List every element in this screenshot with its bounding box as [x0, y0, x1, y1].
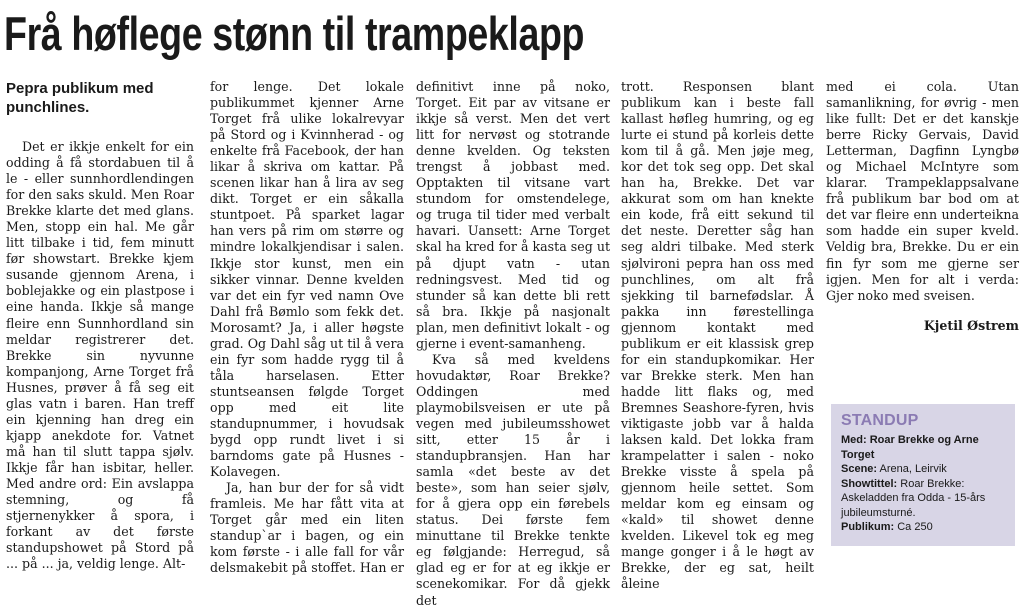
body-paragraph: for lenge. Det lokale publikummet kjenner Arne Torget frå ulike lokalrevyar på Stord og i Kvinnherad - og enkelte frå Facebook, der han likar å skriva om kattar. På scenen likar han å lira av seg dikt. Torget er ein såkalla stuntpoet. På sparket lagar han vers på rim om større og mindre lokalkjendisar i salen. Ikkje stor kunst, men ein sikker vinnar. Denne kvelden var det ein fyr ved namn Ove Dahl frå Bømlo som fekk det. Morosamt? Ja, i aller høgste grad. Og Dahl såg ut til å vera ein fyr som hadde rygg til å tåla harselasen. Etter stuntseansen følgde Torget opp med eit lite standupnummer, i hovudsak bygd opp rundt livet i si barndoms gate på Husnes - Kolavegen. [210, 79, 404, 480]
fact-box-value: Arena, Leirvik [877, 463, 947, 475]
byline: Kjetil Østrem [923, 317, 1019, 333]
body-paragraph: trott. Responsen blant publikum kan i beste fall kallast høfleg humring, og eg lurte ei stund på korleis dette kom til å gå. Men jøje meg, kor det tok seg opp. Det skal han ha, Brekke. Det var akkurat som om han knekte ein kode, frå eitt sekund til det neste. Deretter såg han seg aldri tilbake. Med sterk sjølvironi pepra han oss med punchlines, om alt frå sjekking til barnefødslar. Å pakka inn førestellinga gjennom kontakt med publikum er eit klassisk grep for ein standupkomikar. Her var Brekke sterk. Men han hadde litt flaks og, med Bremnes Seashore-fyren, hvis viktigaste jobb var å halda laksen kald. Det lokka fram krampelatter i salen - noko Brekke visste å spela på gjennom heile settet. Som meldar kom eg einsam og «kald» til showet denne kvelden. Likevel tok eg meg mange gonger i å le høgt av Brekke, der eg sat, heilt åleine [621, 79, 814, 592]
fact-box-value: Roar Brekke og Arne Torget [841, 434, 979, 461]
fact-box-row [841, 477, 1005, 521]
fact-box-key: Med: [841, 434, 867, 446]
column-3 [416, 79, 610, 608]
fact-box-row [841, 433, 1005, 462]
body-paragraph: med ei cola. Utan samanlikning, for øvrig - men like fullt: Det er det kanskje berre Ricky Gervais, David Letterman, Dagfinn Lyngbø og Michael McIntyre som klarar. Trampeklappsalvane frå publikum bar bod om at det var fleire enn underteikna som hadde ein super kveld. Veldig bra, Brekke. Du er ein fin fyr som me gjerne ser igjen. Men for alt i verda: Gjer noko med sveisen. [826, 79, 1019, 303]
fact-box-key: Showtittel: [841, 477, 898, 490]
column-1 [6, 79, 194, 572]
column-4 [621, 79, 814, 592]
fact-box-rows [841, 433, 1005, 535]
fact-box-key: Scene: [841, 463, 878, 475]
column-2 [210, 79, 404, 576]
fact-box-title: STANDUP [841, 412, 919, 429]
fact-box [831, 404, 1015, 546]
body-paragraph: definitivt inne på noko, Torget. Eit par av vitsane er ikkje så verst. Men det vert litt for nervøst og stotrande denne kvelden. Og teksten trengst å jobbast med. Opptakten til vitsane vart stundom for omstendelege, og truga til tider med verbalt havari. Uansett: Arne Torget skal ha kred for å kasta seg ut på djupt vatn - utan redningsvest. Med tid og stunder så kan dette bli rett så bra. Ikkje på nasjonalt plan, men definitivt lokalt - og gjerne i event-samanheng. [416, 79, 610, 351]
fact-box-key: Publikum: [841, 521, 895, 533]
fact-box-value: Roar Brekke: Askeladden fra Odda - 15-års jubileumsturné. [841, 477, 986, 519]
headline: Frå høflege stønn til trampeklapp [4, 7, 585, 60]
fact-box-row [841, 462, 1005, 477]
fact-box-row [841, 520, 1005, 535]
body-paragraph: Kva så med kveldens hovudaktør, Roar Brekke? Oddingen med playmobilsveisen er ute på vegen med jubileumsshowet sitt, etter 15 år i standupbransjen. Han har samla «det beste av det beste», som han seier sjølv, for å gjera opp ein førebels status. Dei første fem minuttane til Brekke tenkte eg følgjande: Herregud, så glad eg er for at eg ikkje er scenekomikar. For då gjekk det [416, 351, 610, 608]
body-paragraph: Ja, han bur der for så vidt framleis. Me har fått vita at Torget går med ein liten standup`ar i bagen, og ein kom første - i alle fall for vår delsmakebit på stoffet. Han er [210, 480, 404, 576]
fact-box-value: Ca 250 [894, 521, 933, 533]
lead-text: Pepra publikum med punchlines. [6, 80, 154, 116]
body-paragraph: Det er ikkje enkelt for ein odding å få stordabuen til å le - eller sunnhordlendingen for den saks skuld. Men Roar Brekke klarte det med glans. Men, stopp ein hal. Me går litt tilbake i tid, fem minutt før showstart. Brekke kjem susande gjennom Arena, i boblejakke og ein plastpose i eine handa. Ikkje så mange fleire enn Sunnhordland sin meldar registrerer det. Brekke sin nyvunne kompanjong, Arne Torget frå Husnes, prøver å få seg eit glas vatn i baren. Han treff ein kjenning han dreg ein kjapp anekdote for. Vatnet må han til slutt tappa sjølv. Ikkje får han isbitar, heller. Med andre ord: Ein avslappa stemning, og få stjernenykker å spora, i forkant av det første standupshowet på Stord på ... på ... ja, veldig lenge. Alt- [6, 139, 194, 572]
